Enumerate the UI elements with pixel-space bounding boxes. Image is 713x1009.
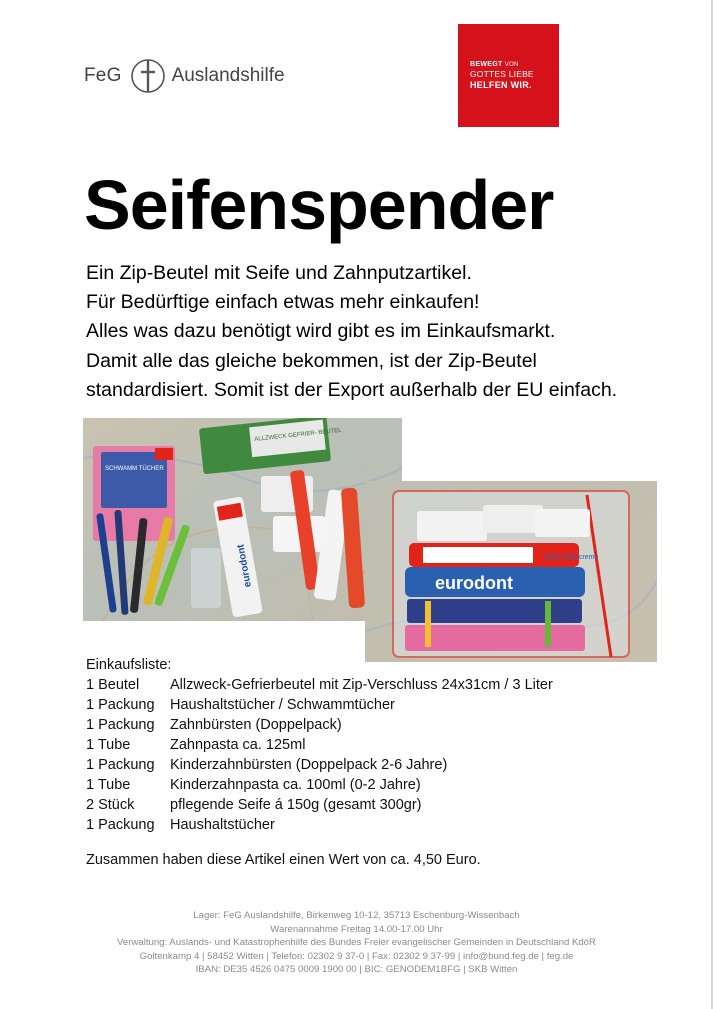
baby-paste-label: Baby Zahncreme [545,554,599,561]
feg-logo [84,58,285,94]
list-item [86,815,553,835]
item-description: Allzweck-Gefrierbeutel mit Zip-Verschluss 24x31cm / 3 Liter [170,677,553,693]
pack-label: SCHWAMM TÜCHER [105,466,164,472]
badge-word-bewegt: BEWEGT [470,61,503,68]
footer-line: Goltenkamp 4 | 58452 Witten | Telefon: 02302 9 37-0 | Fax: 02302 9 37-99 | info@bund.feg.de | feg.de [139,950,574,962]
badge-line-gottes-liebe: GOTTES LIEBE [470,69,534,79]
badge-word-von: VON [504,62,519,68]
intro-text [86,259,686,405]
logo-feg-text: FeG [84,65,122,86]
shopping-list [86,655,553,835]
item-quantity: 1 Packung [86,697,155,713]
brand-label: eurodont [235,543,254,588]
intro-line: Ein Zip-Beutel mit Seife und Zahnputzartikel. [86,262,472,284]
item-description: Haushaltstücher [170,817,275,833]
list-item [86,795,553,815]
item-quantity: 1 Tube [86,737,131,753]
footer-line: Verwaltung: Auslands- und Katastrophenhilfe des Bundes Freier evangelischer Gemeinden in Deutschland KdöR [117,937,596,948]
item-quantity: 2 Stück [86,797,135,813]
list-item [86,735,553,755]
list-item [86,695,553,715]
page-title: Seifenspender [84,166,554,244]
list-item [86,675,553,695]
cross-icon [130,58,166,94]
brand-label-2: eurodont [435,573,513,593]
item-description: pflegende Seife á 150g (gesamt 300gr) [170,797,422,813]
footer-line: Lager: FeG Auslandshilfe, Birkenweg 10-12, 35713 Eschenburg-Wissenbach [193,910,520,921]
intro-line: Alles was dazu benötigt wird gibt es im Einkaufsmarkt. [86,320,556,343]
logo-name-text: Auslandshilfe [171,65,285,86]
bag-label: ALLZWECK GEFRIER- BEUTEL [254,427,342,443]
footer-line: IBAN: DE35 4526 0475 0009 1900 00 | BIC: GENODEM1BFG | SKB Witten [195,964,518,975]
item-description: Haushaltstücher / Schwammtücher [170,697,395,713]
item-quantity: 1 Beutel [86,677,140,693]
list-item [86,775,553,795]
item-description: Kinderzahnpasta ca. 100ml (0-2 Jahre) [170,777,421,793]
item-quantity: 1 Packung [86,757,155,773]
item-description: Zahnpasta ca. 125ml [170,737,306,753]
total-value-text: Zusammen haben diese Artikel einen Wert von ca. 4,50 Euro. [86,852,481,868]
item-quantity: 1 Tube [86,777,131,793]
intro-line: standardisiert. Somit ist der Export außerhalb der EU einfach. [86,378,618,401]
items-photo [83,418,402,621]
intro-line: Für Bedürftige einfach etwas mehr einkaufen! [86,291,480,314]
intro-line: Damit alle das gleiche bekommen, ist der Zip-Beutel [86,349,537,372]
item-quantity: 1 Packung [86,717,155,733]
shopping-list-heading: Einkaufsliste: [86,657,172,673]
slogan-badge [458,24,559,127]
item-quantity: 1 Packung [86,817,155,833]
footer-address [0,909,713,977]
packed-bag-photo [365,481,657,662]
list-item [86,715,553,735]
badge-line-helfen-wir: HELFEN WIR. [470,80,532,90]
item-description: Kinderzahnbürsten (Doppelpack 2-6 Jahre) [170,757,448,773]
footer-line: Warenannahme Freitag 14.00-17.00 Uhr [270,923,443,935]
item-description: Zahnbürsten (Doppelpack) [170,717,342,733]
list-item [86,755,553,775]
